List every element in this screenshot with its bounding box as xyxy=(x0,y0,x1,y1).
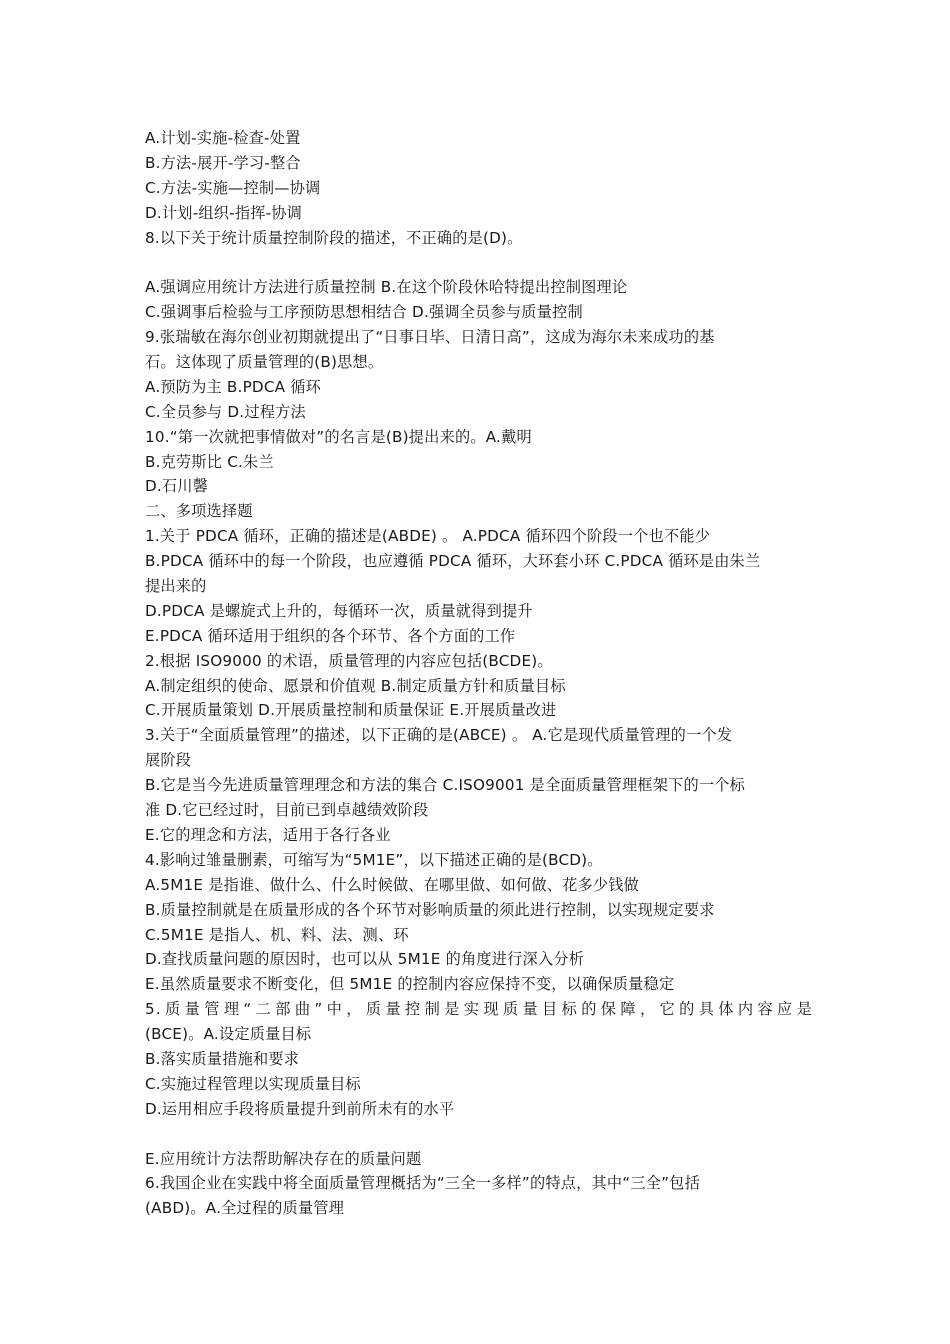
question-9: 9.张瑞敏在海尔创业初期就提出了“日事日毕、日清日高”，这成为海尔未来成功的基 xyxy=(145,328,715,347)
text-line: C.开展质量策划 D.开展质量控制和质量保证 E.开展质量改进 xyxy=(145,701,557,720)
question-2: 2.根据 ISO9000 的术语，质量管理的内容应包括(BCDE)。 xyxy=(145,651,553,670)
text-line: E.它的理念和方法，适用于各行各业 xyxy=(145,825,391,844)
text-line: 展阶段 xyxy=(145,751,192,770)
text-line: B.克劳斯比 C.朱兰 xyxy=(145,452,274,471)
text-line: C.5M1E 是指人、机、料、法、测、环 xyxy=(145,925,409,944)
question-6: 6.我国企业在实践中将全面质量管理概括为“三全一多样”的特点，其中“三全”包括 xyxy=(145,1174,700,1193)
text-line: 准 D.它已经过时，目前已到卓越绩效阶段 xyxy=(145,801,429,820)
text-line: C.强调事后检验与工序预防思想相结合 D.强调全员参与质量控制 xyxy=(145,303,583,322)
section-heading: 二、多项选择题 xyxy=(145,502,253,521)
question-1: 1.关于 PDCA 循环，正确的描述是(ABDE) 。 A.PDCA 循环四个阶段一个也不能少 xyxy=(145,527,711,546)
text-line: E.应用统计方法帮助解决存在的质量问题 xyxy=(145,1149,422,1168)
blank-line xyxy=(145,250,813,275)
text-line: C.全员参与 D.过程方法 xyxy=(145,402,306,421)
question-5: 5.质量管理“二部曲”中，质量控制是实现质量目标的保障，它的具体内容应是 xyxy=(145,1000,813,1019)
text-line: D.查找质量问题的原因时，也可以从 5M1E 的角度进行深入分析 xyxy=(145,950,585,969)
text-line: A.5M1E 是指谁、做什么、什么时候做、在哪里做、如何做、花多少钱做 xyxy=(145,875,640,894)
text-line: E.PDCA 循环适用于组织的各个环节、各个方面的工作 xyxy=(145,626,516,645)
text-line: D.PDCA 是螺旋式上升的，每循环一次，质量就得到提升 xyxy=(145,601,533,620)
text-line: B.它是当今先进质量管理理念和方法的集合 C.ISO9001 是全面质量管理框架下的一个标 xyxy=(145,776,746,795)
text-line: B.PDCA 循环中的每一个阶段，也应遵循 PDCA 循环，大环套小环 C.PDCA 循环是由朱兰 xyxy=(145,552,761,571)
text-line: A.预防为主 B.PDCA 循环 xyxy=(145,377,322,396)
text-line: C.实施过程管理以实现质量目标 xyxy=(145,1074,361,1093)
text-line: D.运用相应手段将质量提升到前所未有的水平 xyxy=(145,1099,455,1118)
text-line: E.虽然质量要求不断变化，但 5M1E 的控制内容应保持不变，以确保质量稳定 xyxy=(145,975,675,994)
text-line: 石。这体现了质量管理的(B)思想。 xyxy=(145,353,384,372)
text-line: D.计划-组织-指挥-协调 xyxy=(145,203,303,222)
question-3: 3.关于“全面质量管理”的描述，以下正确的是(ABCE) 。 A.它是现代质量管理的一个发 xyxy=(145,726,733,745)
question-8: 8.以下关于统计质量控制阶段的描述，不正确的是(D)。 xyxy=(145,228,523,247)
document-body xyxy=(145,126,813,1221)
text-line: A.计划-实施-检查-处置 xyxy=(145,129,301,147)
blank-line xyxy=(145,1122,813,1147)
text-line: (ABD)。A.全过程的质量管理 xyxy=(145,1199,345,1218)
question-10: 10.“第一次就把事情做对”的名言是(B)提出来的。A.戴明 xyxy=(145,427,532,446)
question-4: 4.影响过雏量删素，可缩写为“5M1E”，以下描述正确的是(BCD)。 xyxy=(145,850,603,869)
text-line: A.强调应用统计方法进行质量控制 B.在这个阶段休哈特提出控制图理论 xyxy=(145,278,628,297)
text-line: A.制定组织的使命、愿景和价值观 B.制定质量方针和质量目标 xyxy=(145,676,566,695)
text-line: B.方法-展开-学习-整合 xyxy=(145,153,301,172)
text-line: C.方法-实施—控制—协调 xyxy=(145,178,321,197)
text-line: 提出来的 xyxy=(145,577,207,596)
text-line: (BCE)。A.设定质量目标 xyxy=(145,1025,312,1044)
text-line: D.石川馨 xyxy=(145,477,209,496)
text-line: B.质量控制就是在质量形成的各个环节对影响质量的须此进行控制，以实现规定要求 xyxy=(145,900,715,919)
text-line: B.落实质量措施和要求 xyxy=(145,1049,300,1068)
